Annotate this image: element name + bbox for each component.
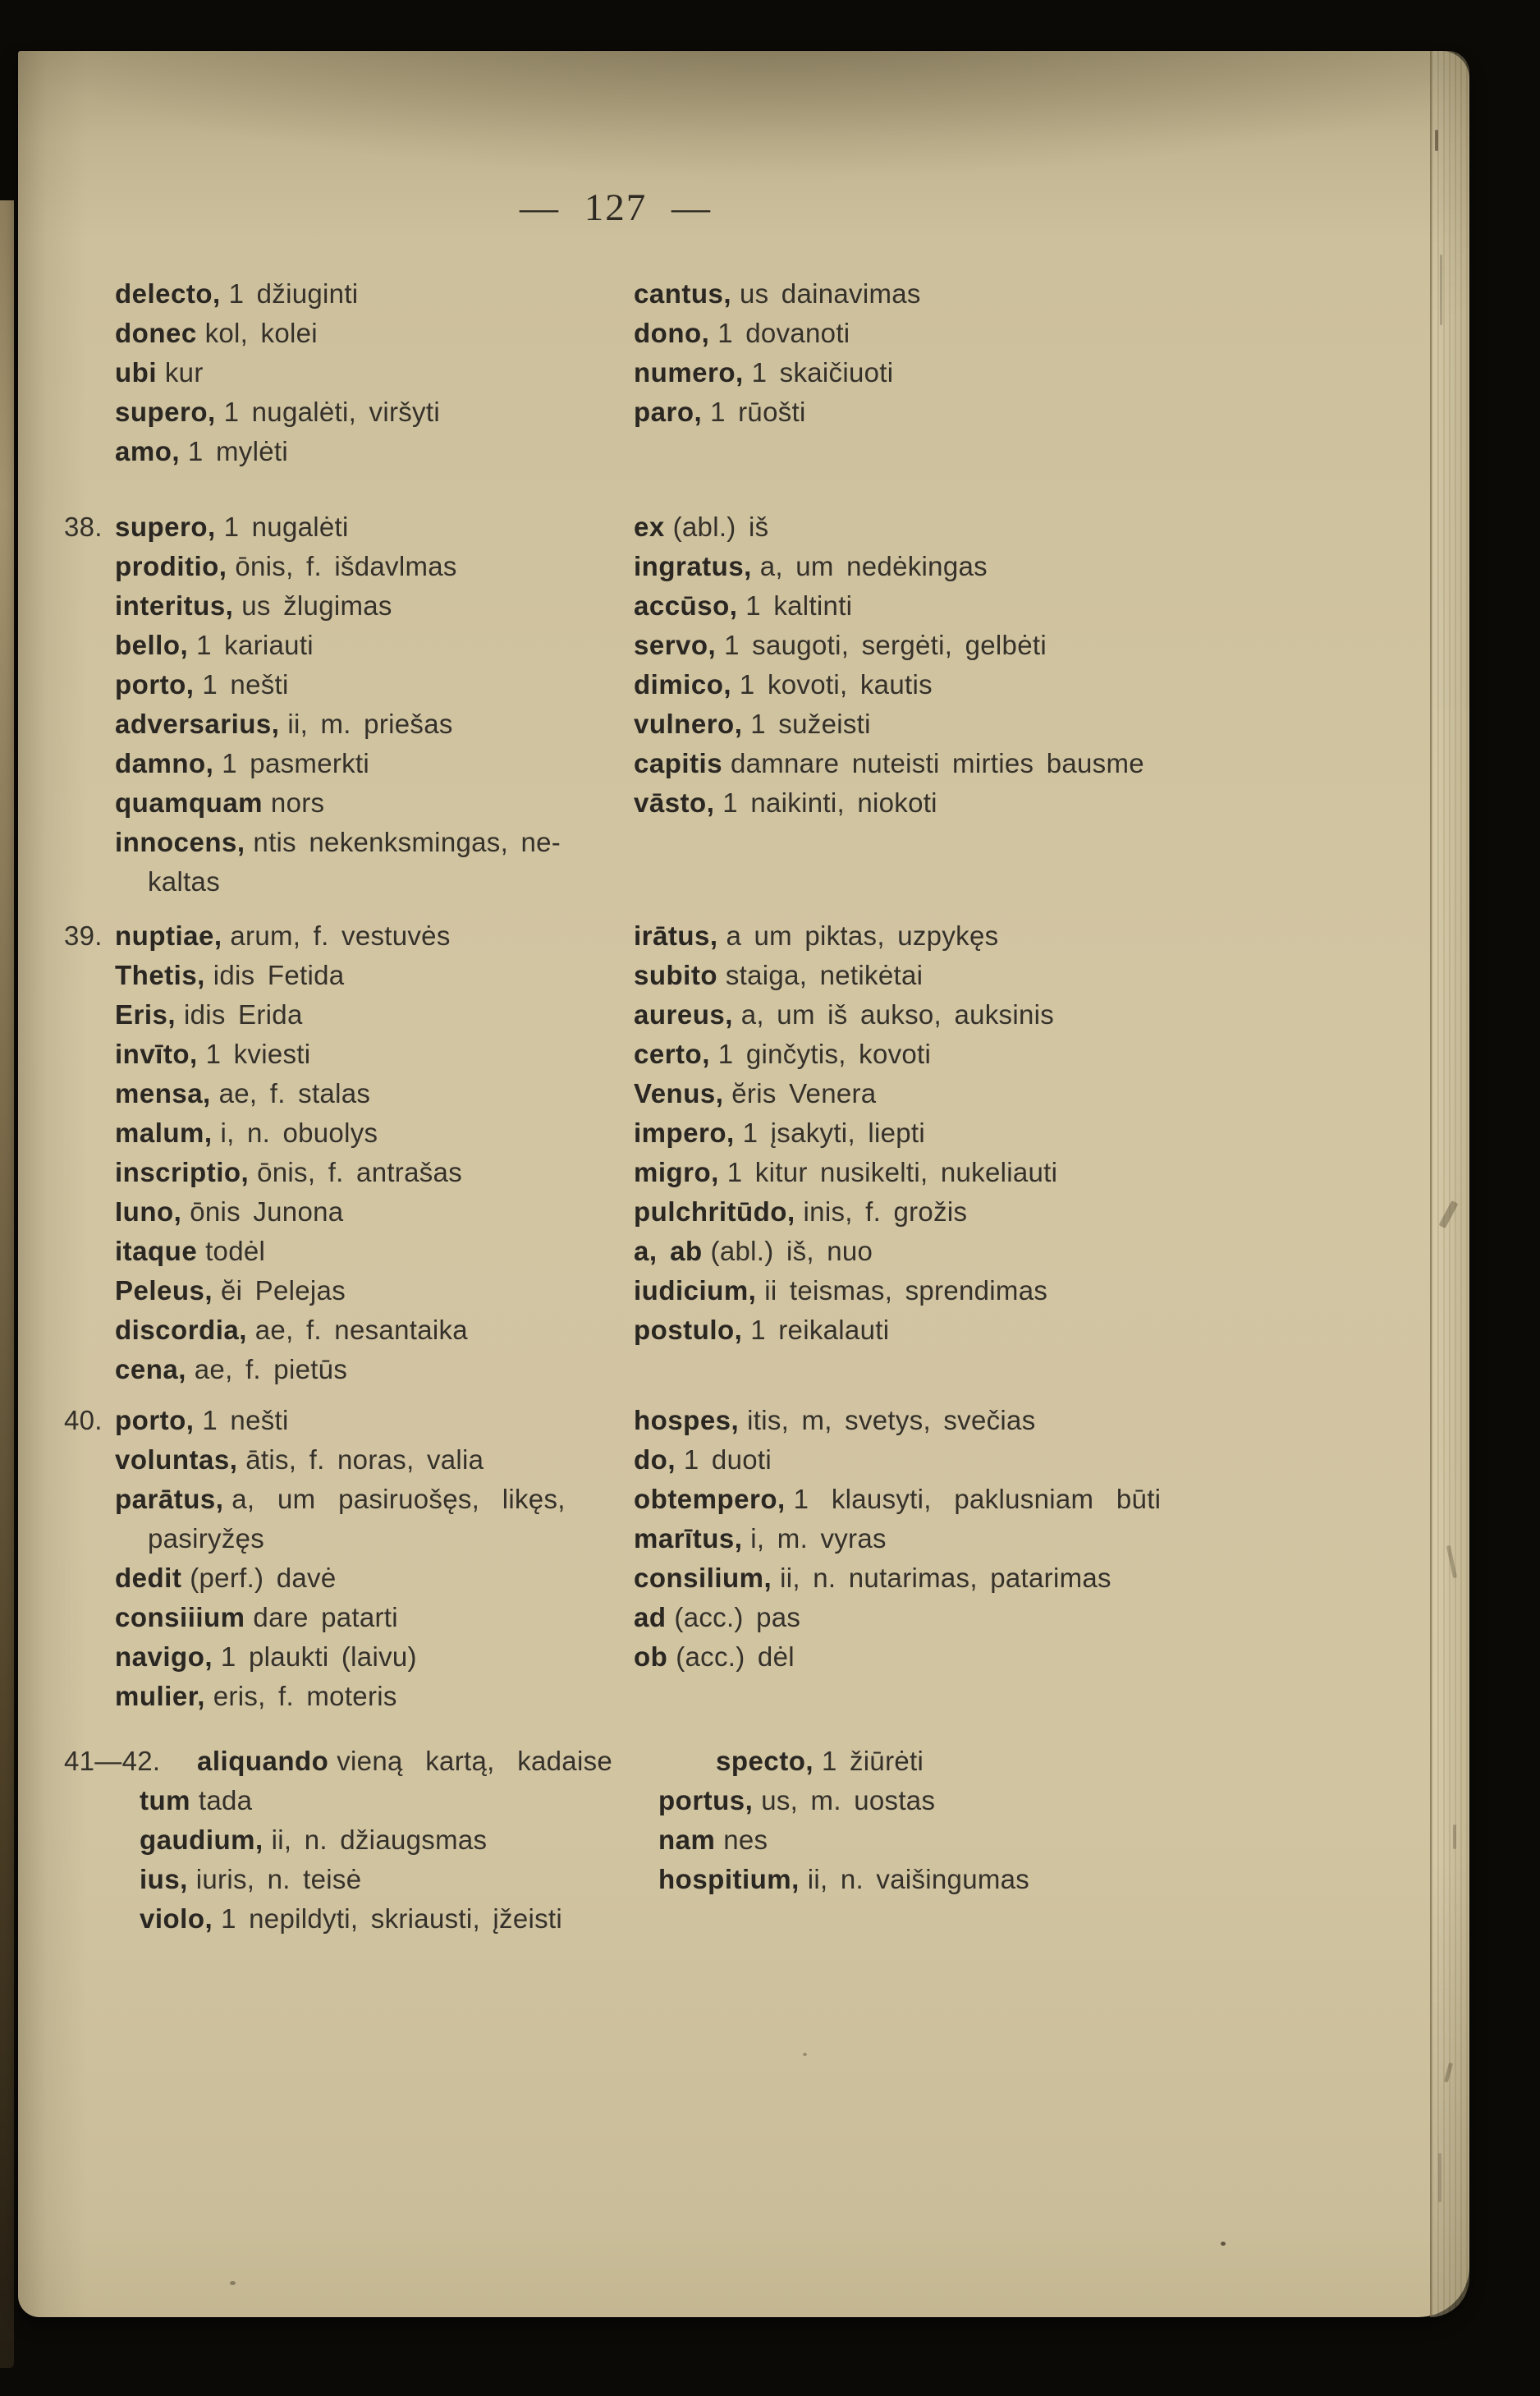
vocab-entry <box>115 547 624 586</box>
entry-gloss: 1 nešti <box>202 1405 289 1435</box>
latin-headword: adversarius, <box>115 709 280 739</box>
vocab-entry <box>634 1440 1208 1480</box>
entry-gloss: dare patarti <box>253 1602 398 1632</box>
vocab-entry <box>115 1860 624 1899</box>
latin-headword: dimico, <box>634 669 732 700</box>
latin-headword: do, <box>634 1444 676 1475</box>
left-column <box>64 916 624 1389</box>
vocab-entry <box>634 1310 1208 1350</box>
entry-gloss: 1 reikalauti <box>750 1315 890 1345</box>
vocab-entry <box>115 1899 624 1939</box>
vocab-entry <box>634 744 1208 783</box>
entry-gloss: idis Erida <box>183 999 303 1030</box>
latin-headword: parātus, <box>115 1484 224 1514</box>
vocab-entry <box>634 1519 1208 1558</box>
vocab-entry <box>115 1350 624 1389</box>
vocab-entry <box>115 1113 624 1153</box>
vocab-entry <box>115 586 624 626</box>
latin-headword: pulchritūdo, <box>634 1196 795 1227</box>
latin-headword: numero, <box>634 357 744 388</box>
ink-speck <box>230 2281 236 2285</box>
vocab-entry <box>115 314 624 353</box>
vocab-entry <box>634 1480 1208 1519</box>
entry-gloss: vieną kartą, kadaise <box>337 1746 613 1776</box>
entry-gloss: staiga, netikėtai <box>725 960 924 990</box>
entry-gloss: a, um pasiruošęs, likęs, <box>231 1484 566 1514</box>
vocab-entry <box>115 995 624 1035</box>
vocab-entry <box>634 586 1208 626</box>
vocab-entry <box>115 1558 624 1598</box>
vocab-entry <box>115 1035 624 1074</box>
entry-gloss: i, m. vyras <box>750 1523 887 1554</box>
vocab-entry <box>115 274 624 314</box>
entry-gloss: a, um nedėkingas <box>759 551 988 581</box>
entry-gloss: i, n. obuolys <box>220 1118 378 1148</box>
vocab-entry <box>634 1598 1208 1637</box>
entry-gloss: 1 duoti <box>683 1444 772 1475</box>
latin-headword: Thetis, <box>115 960 205 990</box>
entry-gloss: 1 kaltinti <box>745 590 853 621</box>
entry-gloss: a um piktas, uzpykęs <box>726 920 999 951</box>
entry-gloss: (acc.) pas <box>674 1602 801 1632</box>
latin-headword: dedit <box>115 1563 182 1593</box>
latin-headword: capitis <box>634 748 723 778</box>
vocab-entry <box>115 1480 624 1519</box>
entry-gloss: arum, f. vestuvės <box>230 920 451 951</box>
left-column <box>115 274 624 471</box>
entry-gloss: 1 ginčytis, kovoti <box>717 1039 932 1069</box>
vocab-entry <box>115 1074 624 1113</box>
entry-gloss: 1 įsakyti, liepti <box>742 1118 925 1148</box>
entry-gloss: kur <box>164 357 204 388</box>
vocab-entry <box>115 432 624 471</box>
latin-headword: aliquando <box>197 1746 329 1776</box>
latin-headword: consilium, <box>634 1563 772 1593</box>
ink-speck <box>1221 2242 1226 2246</box>
latin-headword: Peleus, <box>115 1275 213 1306</box>
entry-gloss: ae, f. stalas <box>218 1078 371 1108</box>
fore-edge-mark <box>1444 2063 1453 2082</box>
entry-gloss: us, m. uostas <box>761 1785 936 1815</box>
latin-headword: Venus, <box>634 1078 724 1108</box>
right-column <box>634 1401 1208 1677</box>
vocab-entry <box>634 1637 1208 1677</box>
latin-headword: mensa, <box>115 1078 211 1108</box>
vocab-entry <box>634 274 1208 314</box>
entry-gloss: us žlugimas <box>241 590 392 621</box>
latin-headword: violo, <box>140 1903 213 1934</box>
latin-headword: invīto, <box>115 1039 198 1069</box>
latin-headword: gaudium, <box>140 1825 264 1855</box>
entry-gloss: kol, kolei <box>204 318 318 348</box>
vocab-entry <box>634 1113 1208 1153</box>
vocab-entry <box>64 507 624 547</box>
entry-gloss: damnare nuteisti mirties bausme <box>730 748 1144 778</box>
vocab-entry <box>634 1271 1208 1310</box>
entry-gloss: 1 klausyti, paklusniam būti <box>793 1484 1162 1514</box>
entry-gloss: ōnis, f. antrašas <box>257 1157 463 1187</box>
vocab-entry <box>64 1742 624 1781</box>
latin-headword: vāsto, <box>634 787 715 818</box>
entry-gloss: 1 rūošti <box>710 397 806 427</box>
vocab-entry <box>634 626 1208 665</box>
entry-gloss: pasiryžęs <box>148 1523 265 1554</box>
vocab-entry <box>115 1271 624 1310</box>
entry-gloss: 1 dovanoti <box>717 318 850 348</box>
vocabulary-list <box>18 51 1469 1939</box>
latin-headword: accūso, <box>634 590 738 621</box>
entry-gloss: ae, f. pietūs <box>194 1354 348 1384</box>
vocab-entry <box>634 507 1208 547</box>
latin-headword: itaque <box>115 1236 198 1266</box>
vocab-entry <box>634 314 1208 353</box>
latin-headword: ubi <box>115 357 157 388</box>
latin-headword: inscriptio, <box>115 1157 250 1187</box>
vocab-entry <box>115 705 624 744</box>
latin-headword: consiiium <box>115 1602 245 1632</box>
vocab-entry <box>115 353 624 392</box>
vocab-entry <box>115 1598 624 1637</box>
latin-headword: nam <box>658 1825 716 1855</box>
entry-gloss: (abl.) iš, nuo <box>710 1236 873 1266</box>
entry-gloss: nors <box>270 787 325 818</box>
vocab-entry <box>64 916 624 956</box>
latin-headword: innocens, <box>115 827 245 857</box>
right-column <box>634 916 1208 1350</box>
entry-gloss: 1 nepildyti, skriausti, įžeisti <box>221 1903 563 1934</box>
entry-gloss: itis, m, svetys, svečias <box>747 1405 1036 1435</box>
entry-gloss: a, um iš aukso, auksinis <box>740 999 1055 1030</box>
latin-headword: impero, <box>634 1118 735 1148</box>
vocab-entry <box>115 665 624 705</box>
entry-gloss: ntis nekenksmingas, ne- <box>253 827 561 857</box>
latin-headword: Eris, <box>115 999 176 1030</box>
vocab-entry <box>115 1820 624 1860</box>
entry-gloss: todėl <box>205 1236 266 1266</box>
vocab-entry <box>634 665 1208 705</box>
vocab-entry <box>634 956 1208 995</box>
latin-headword: certo, <box>634 1039 710 1069</box>
vocab-section <box>18 1401 1469 1716</box>
latin-headword: cantus, <box>634 278 732 309</box>
vocab-entry <box>115 956 624 995</box>
entry-gloss: iuris, n. teisė <box>195 1864 362 1894</box>
vocab-entry <box>115 1637 624 1677</box>
vocab-entry-wrap-line <box>115 1519 624 1558</box>
entry-gloss: ae, f. nesantaika <box>254 1315 468 1345</box>
vocab-section <box>18 274 1469 471</box>
latin-headword: voluntas, <box>115 1444 238 1475</box>
latin-headword: marītus, <box>634 1523 743 1554</box>
latin-headword: porto, <box>115 1405 195 1435</box>
latin-headword: ingratus, <box>634 551 752 581</box>
vocab-entry <box>64 1401 624 1440</box>
latin-headword: supero, <box>115 512 216 542</box>
entry-gloss: ĕris Venera <box>731 1078 877 1108</box>
vocab-entry <box>634 1074 1208 1113</box>
entry-gloss: ii, n. vaišingumas <box>807 1864 1030 1894</box>
entry-gloss: 1 žiūrėti <box>821 1746 924 1776</box>
vocab-entry <box>115 783 624 823</box>
entry-gloss: nes <box>723 1825 768 1855</box>
latin-headword: nuptiae, <box>115 920 222 951</box>
right-column <box>634 507 1208 823</box>
entry-gloss: 1 nugalėti, viršyti <box>223 397 440 427</box>
book-spine-edge <box>0 200 14 2368</box>
latin-headword: ob <box>634 1641 668 1672</box>
latin-headword: migro, <box>634 1157 719 1187</box>
latin-headword: ad <box>634 1602 667 1632</box>
vocab-entry <box>634 1035 1208 1074</box>
section-number: 39. <box>64 920 103 951</box>
entry-gloss: (abl.) iš <box>672 512 769 542</box>
latin-headword: discordia, <box>115 1315 247 1345</box>
section-number: 40. <box>64 1405 103 1435</box>
vocab-entry <box>115 1232 624 1271</box>
entry-gloss: (acc.) dėl <box>676 1641 795 1672</box>
entry-gloss: ōnis, f. išdavlmas <box>235 551 457 581</box>
latin-headword: hospes, <box>634 1405 740 1435</box>
vocab-entry <box>115 1781 624 1820</box>
vocab-entry <box>634 1401 1208 1440</box>
vocab-entry <box>634 392 1208 432</box>
vocab-entry <box>634 995 1208 1035</box>
entry-gloss: ii, m. priešas <box>287 709 453 739</box>
entry-gloss: ĕi Pelejas <box>220 1275 346 1306</box>
latin-headword: dono, <box>634 318 710 348</box>
latin-headword: navigo, <box>115 1641 213 1672</box>
latin-headword: damno, <box>115 748 214 778</box>
latin-headword: irātus, <box>634 920 718 951</box>
entry-gloss: tada <box>198 1785 253 1815</box>
latin-headword: supero, <box>115 397 216 427</box>
entry-gloss: inis, f. grožis <box>803 1196 968 1227</box>
latin-headword: a, ab <box>634 1236 703 1266</box>
entry-gloss: 1 plaukti (laivu) <box>220 1641 417 1672</box>
entry-gloss: 1 džiuginti <box>228 278 359 309</box>
vocab-entry <box>634 1192 1208 1232</box>
vocab-entry <box>634 916 1208 956</box>
entry-gloss: 1 sužeisti <box>750 709 871 739</box>
latin-headword: Iuno, <box>115 1196 182 1227</box>
entry-gloss: eris, f. moteris <box>213 1681 397 1711</box>
latin-headword: proditio, <box>115 551 227 581</box>
latin-headword: tum <box>140 1785 190 1815</box>
vocab-entry <box>115 1440 624 1480</box>
entry-gloss: 1 naikinti, niokoti <box>722 787 937 818</box>
vocab-entry <box>115 626 624 665</box>
fore-edge-mark <box>1438 2153 1441 2202</box>
vocab-entry <box>634 547 1208 586</box>
vocab-entry-wrap-line <box>115 862 624 902</box>
entry-gloss: 1 nešti <box>202 669 289 700</box>
left-column <box>64 1401 624 1716</box>
entry-gloss: 1 mylėti <box>187 436 288 466</box>
latin-headword: ius, <box>140 1864 188 1894</box>
vocab-entry <box>634 1153 1208 1192</box>
latin-headword: porto, <box>115 669 195 700</box>
left-column <box>64 507 624 902</box>
vocab-entry <box>634 705 1208 744</box>
entry-gloss: idis Fetida <box>213 960 345 990</box>
vocab-section <box>18 1742 1469 1939</box>
entry-gloss: 1 saugoti, sergėti, gelbėti <box>724 630 1047 660</box>
vocab-section <box>18 507 1469 902</box>
latin-headword: ex <box>634 512 665 542</box>
vocab-section <box>18 916 1469 1389</box>
entry-gloss: us dainavimas <box>739 278 921 309</box>
section-number: 41—42. <box>64 1746 161 1776</box>
latin-headword: portus, <box>658 1785 754 1815</box>
latin-headword: donec <box>115 318 197 348</box>
latin-headword: bello, <box>115 630 189 660</box>
entry-gloss: ōnis Junona <box>190 1196 344 1227</box>
page-number: — 127 — <box>520 186 712 229</box>
latin-headword: subito <box>634 960 717 990</box>
entry-gloss: kaltas <box>148 866 221 897</box>
entry-gloss: 1 kviesti <box>205 1039 311 1069</box>
vocab-entry <box>634 1820 1208 1860</box>
vocab-entry <box>634 1232 1208 1271</box>
latin-headword: malum, <box>115 1118 213 1148</box>
latin-headword: servo, <box>634 630 717 660</box>
entry-gloss: 1 kariauti <box>196 630 314 660</box>
latin-headword: paro, <box>634 397 703 427</box>
latin-headword: hospitium, <box>658 1864 800 1894</box>
vocab-entry <box>634 783 1208 823</box>
vocab-entry <box>115 744 624 783</box>
vocab-entry <box>115 1192 624 1232</box>
entry-gloss: 1 nugalėti <box>223 512 349 542</box>
vocab-entry <box>634 353 1208 392</box>
left-column <box>64 1742 624 1939</box>
latin-headword: obtempero, <box>634 1484 786 1514</box>
latin-headword: specto, <box>716 1746 814 1776</box>
entry-gloss: ii teismas, sprendimas <box>764 1275 1048 1306</box>
latin-headword: interitus, <box>115 590 234 621</box>
vocab-entry <box>634 1742 1208 1781</box>
entry-gloss: ii, n. džiaugsmas <box>271 1825 488 1855</box>
section-number: 38. <box>64 512 103 542</box>
entry-gloss: 1 kovoti, kautis <box>739 669 933 700</box>
latin-headword: aureus, <box>634 999 733 1030</box>
vocab-entry <box>634 1558 1208 1598</box>
vocab-entry <box>115 1153 624 1192</box>
entry-gloss: ii, n. nutarimas, patarimas <box>780 1563 1111 1593</box>
entry-gloss: 1 kitur nusikelti, nukeliauti <box>726 1157 1058 1187</box>
vocab-entry <box>634 1781 1208 1820</box>
latin-headword: postulo, <box>634 1315 743 1345</box>
entry-gloss: 1 pasmerkti <box>222 748 370 778</box>
latin-headword: mulier, <box>115 1681 205 1711</box>
right-column <box>634 274 1208 432</box>
latin-headword: vulnero, <box>634 709 743 739</box>
latin-headword: iudicium, <box>634 1275 757 1306</box>
ink-speck <box>803 2053 807 2056</box>
vocab-entry <box>115 823 624 862</box>
latin-headword: quamquam <box>115 787 264 818</box>
entry-gloss: ātis, f. noras, valia <box>245 1444 484 1475</box>
latin-headword: delecto, <box>115 278 221 309</box>
latin-headword: cena, <box>115 1354 186 1384</box>
vocab-entry <box>115 1310 624 1350</box>
vocab-entry <box>115 1677 624 1716</box>
vocab-entry <box>115 392 624 432</box>
latin-headword: amo, <box>115 436 181 466</box>
right-column <box>634 1742 1208 1899</box>
entry-gloss: (perf.) davė <box>190 1563 337 1593</box>
vocab-entry <box>634 1860 1208 1899</box>
book-page <box>18 51 1469 2317</box>
entry-gloss: 1 skaičiuoti <box>751 357 894 388</box>
